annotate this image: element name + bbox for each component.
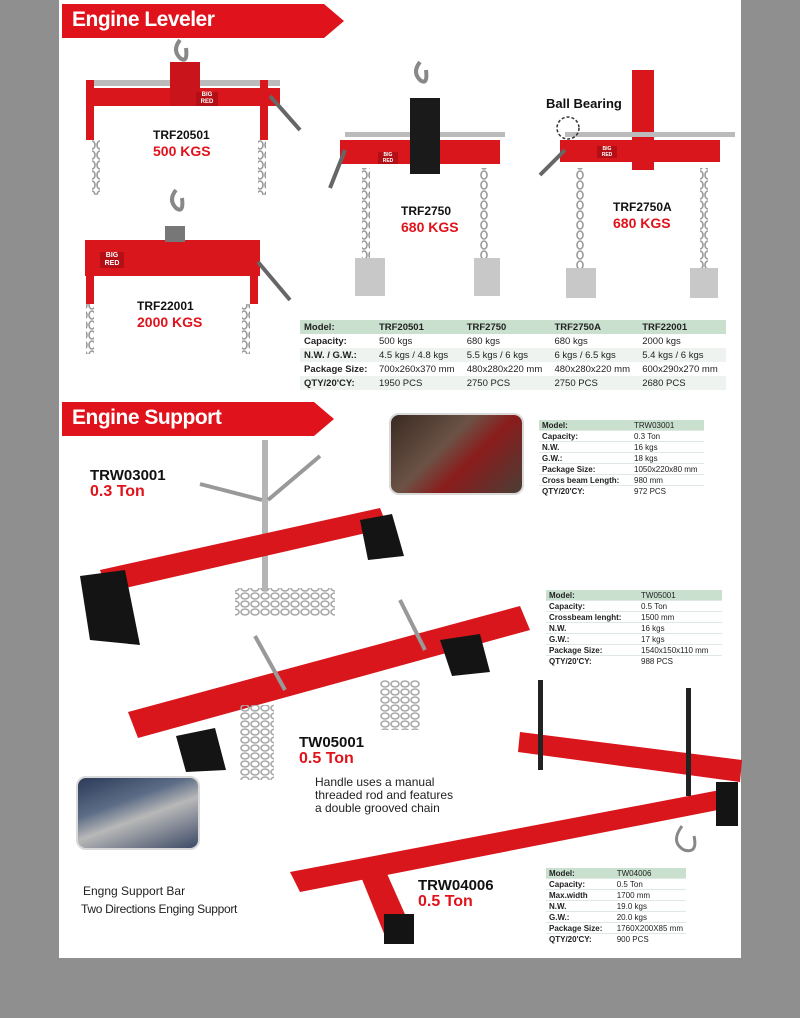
table-row bbox=[546, 656, 722, 667]
table-cell: 1540x150x110 mm bbox=[638, 645, 722, 656]
table-row bbox=[546, 934, 686, 945]
table-row bbox=[546, 868, 686, 879]
tw05001-capacity: 0.5 Ton bbox=[299, 750, 354, 767]
trw03001-spec-table bbox=[539, 420, 704, 496]
table-cell: Package Size: bbox=[546, 923, 614, 934]
table-cell: TW04006 bbox=[614, 868, 686, 879]
table-row bbox=[539, 420, 704, 431]
table-cell: TRW03001 bbox=[631, 420, 704, 431]
support-bar-usage-photo bbox=[76, 776, 200, 850]
table-row bbox=[546, 912, 686, 923]
table-cell: 680 kgs bbox=[466, 335, 500, 347]
table-cell: 5.5 kgs / 6 kgs bbox=[463, 348, 551, 362]
table-cell: 18 kgs bbox=[631, 453, 704, 464]
table-cell: 2680 PCS bbox=[638, 376, 726, 390]
tw05001-spec-table bbox=[546, 590, 722, 666]
trf2750-capacity: 680 KGS bbox=[401, 219, 459, 235]
table-cell: TW05001 bbox=[638, 590, 722, 601]
table-cell: Model: bbox=[539, 420, 631, 431]
table-row bbox=[546, 890, 686, 901]
table-header-cell: TRF2750 bbox=[463, 320, 551, 334]
tw05001-note bbox=[315, 776, 453, 815]
table-header-cell: TRF22001 bbox=[638, 320, 726, 334]
big-red-logo: BIG RED bbox=[378, 152, 398, 164]
table-cell: Capacity: bbox=[546, 879, 614, 890]
table-row bbox=[546, 612, 722, 623]
trw04006-spec-table bbox=[546, 868, 686, 944]
table-cell: 600x290x270 mm bbox=[642, 363, 718, 375]
table-cell: Cross beam Length: bbox=[539, 475, 631, 486]
trf20501-model: TRF20501 bbox=[153, 128, 210, 142]
table-cell: N.W. / G.W.: bbox=[300, 348, 375, 362]
table-cell: Model: bbox=[546, 868, 614, 879]
tw05001-model: TW05001 bbox=[299, 734, 365, 751]
ball-bearing-label: Ball Bearing bbox=[546, 96, 622, 111]
table-cell: 2750 PCS bbox=[550, 376, 638, 390]
table-row bbox=[539, 475, 704, 486]
table-cell: 16 kgs bbox=[631, 442, 704, 453]
table-cell: N.W. bbox=[546, 623, 638, 634]
table-cell: QTY/20'CY: bbox=[300, 376, 375, 390]
table-row bbox=[539, 464, 704, 475]
table-header-cell: TRF2750A bbox=[550, 320, 638, 334]
table-cell: 680 kgs bbox=[554, 335, 588, 347]
trf2750-model: TRF2750 bbox=[401, 204, 452, 218]
trw04006-capacity: 0.5 Ton bbox=[418, 893, 473, 910]
tw05001-label bbox=[299, 735, 364, 767]
table-cell: Capacity: bbox=[539, 431, 631, 442]
table-header-cell: TRF20501 bbox=[375, 320, 463, 334]
big-red-logo: BIG RED bbox=[597, 146, 617, 158]
table-row bbox=[546, 590, 722, 601]
table-row bbox=[539, 486, 704, 497]
table-cell: 1500 mm bbox=[638, 612, 722, 623]
caption-two-directions: Two Directions Enging Support bbox=[81, 902, 238, 916]
table-cell: 500 kgs bbox=[378, 335, 413, 347]
trw03001-model: TRW03001 bbox=[90, 467, 166, 484]
table-cell: G.W.: bbox=[546, 912, 614, 923]
trw03001-capacity: 0.3 Ton bbox=[90, 483, 145, 500]
table-cell: 6 kgs / 6.5 kgs bbox=[550, 348, 638, 362]
table-cell: 480x280x220 mm bbox=[554, 363, 630, 375]
table-cell: 19.0 kgs bbox=[614, 901, 686, 912]
table-row bbox=[546, 601, 722, 612]
table-row bbox=[546, 634, 722, 645]
table-cell: Capacity: bbox=[304, 335, 347, 347]
table-cell: N.W. bbox=[546, 901, 614, 912]
table-cell: G.W.: bbox=[546, 634, 638, 645]
table-cell: G.W.: bbox=[539, 453, 631, 464]
table-row bbox=[546, 923, 686, 934]
table-cell: 0.5 Ton bbox=[638, 601, 722, 612]
table-cell: 17 kgs bbox=[638, 634, 722, 645]
engine-support-title: Engine Support bbox=[72, 406, 222, 429]
table-cell: 1760X200X85 mm bbox=[614, 923, 686, 934]
table-cell: Capacity: bbox=[546, 601, 638, 612]
table-cell: 700x260x370 mm bbox=[378, 363, 455, 375]
table-cell: 2000 kgs bbox=[642, 335, 681, 347]
table-cell: 4.5 kgs / 4.8 kgs bbox=[375, 348, 463, 362]
table-cell: 16 kgs bbox=[638, 623, 722, 634]
table-cell: 480x280x220 mm bbox=[466, 363, 543, 375]
table-cell: Model: bbox=[546, 590, 638, 601]
table-row bbox=[546, 645, 722, 656]
trw04006-label bbox=[418, 878, 494, 910]
table-row bbox=[546, 879, 686, 890]
table-row bbox=[539, 453, 704, 464]
table-cell: QTY/20'CY: bbox=[549, 934, 592, 944]
trw03001-usage-photo bbox=[389, 413, 524, 495]
trw03001-label bbox=[90, 468, 166, 500]
tw05001-note-line: a double grooved chain bbox=[315, 801, 440, 815]
table-cell: QTY/20'CY: bbox=[549, 656, 592, 666]
trf2750a-capacity: 680 KGS bbox=[613, 215, 671, 231]
table-cell: 1050x220x80 mm bbox=[631, 464, 704, 475]
tw05001-note-line: threaded rod and features bbox=[315, 788, 454, 802]
table-cell: 900 PCS bbox=[616, 934, 649, 944]
tw05001-note-line: Handle uses a manual bbox=[315, 775, 435, 789]
table-header-cell: Model: bbox=[300, 320, 375, 334]
table-cell: Crossbeam lenght: bbox=[546, 612, 638, 623]
table-cell: Package Size: bbox=[546, 645, 638, 656]
table-row bbox=[539, 442, 704, 453]
table-cell: 5.4 kgs / 6 kgs bbox=[638, 348, 726, 362]
table-cell: Max.width bbox=[546, 890, 614, 901]
trf20501-capacity: 500 KGS bbox=[153, 143, 211, 159]
table-cell: Package Size: bbox=[539, 464, 631, 475]
engine-leveler-title: Engine Leveler bbox=[72, 8, 215, 31]
table-cell: QTY/20'CY: bbox=[542, 486, 585, 496]
big-red-logo: BIG RED bbox=[100, 252, 124, 268]
table-cell: 1950 PCS bbox=[375, 376, 463, 390]
table-cell: 1700 mm bbox=[614, 890, 686, 901]
table-cell: N.W. bbox=[539, 442, 631, 453]
trf22001-capacity: 2000 KGS bbox=[137, 314, 203, 330]
trw04006-model: TRW04006 bbox=[418, 877, 494, 894]
table-row bbox=[546, 901, 686, 912]
caption-support-bar: Engng Support Bar bbox=[83, 884, 186, 898]
table-row bbox=[546, 623, 722, 634]
table-cell: 0.3 Ton bbox=[631, 431, 704, 442]
table-cell: 980 mm bbox=[631, 475, 704, 486]
big-red-logo: BIG RED bbox=[196, 92, 218, 106]
table-cell: 988 PCS bbox=[641, 656, 674, 666]
trf22001-model: TRF22001 bbox=[137, 299, 194, 313]
table-cell: 2750 PCS bbox=[463, 376, 551, 390]
table-row bbox=[539, 431, 704, 442]
table-cell: Package Size: bbox=[304, 363, 368, 375]
table-cell: 972 PCS bbox=[634, 486, 667, 496]
trf2750a-model: TRF2750A bbox=[613, 200, 672, 214]
table-cell: 20.0 kgs bbox=[614, 912, 686, 923]
table-cell: 0.5 Ton bbox=[614, 879, 686, 890]
